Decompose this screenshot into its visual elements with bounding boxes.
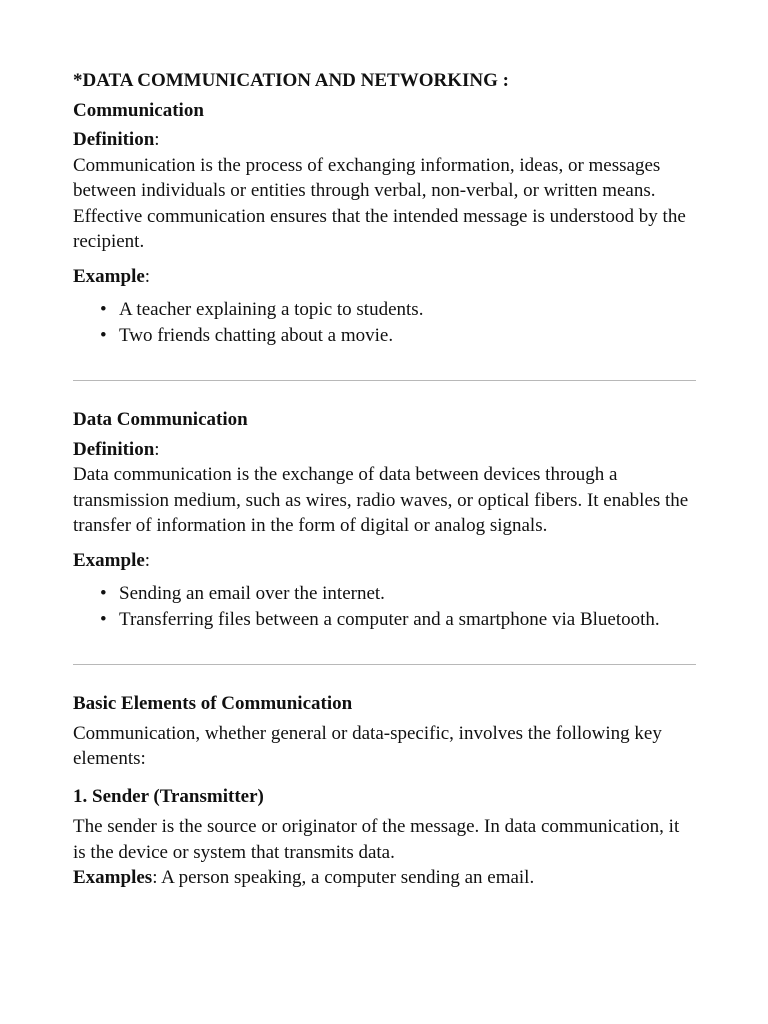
definition-label-text: Definition	[73, 129, 155, 150]
example-label-text: Example	[73, 265, 145, 287]
section-divider	[73, 380, 696, 381]
definition-paragraph: Data communication is the exchange of data between devices through a transmission medium, such as wires, radio waves, or optical fibers. It enables the transfer of information in the form of digital or analog signals.	[73, 464, 689, 536]
definition-colon: :	[154, 129, 160, 150]
example-list	[73, 581, 696, 632]
subheading-sender: 1. Sender (Transmitter)	[73, 785, 264, 807]
examples-text: : A person speaking, a computer sending an email.	[152, 867, 535, 888]
example-colon: :	[144, 549, 151, 571]
definition-label	[73, 437, 696, 463]
document-title: *DATA COMMUNICATION AND NETWORKING :	[73, 70, 509, 91]
section-heading-communication: Communication	[73, 99, 204, 121]
example-colon: :	[144, 265, 151, 287]
example-label-text: Example	[73, 549, 145, 571]
definition-colon: :	[154, 438, 160, 460]
list-item: • Transferring files between a computer and a smartphone via Bluetooth.	[119, 607, 696, 633]
example-list	[73, 297, 696, 348]
section-divider	[73, 664, 696, 665]
spacer	[73, 772, 696, 784]
definition-paragraph: Communication is the process of exchanging information, ideas, or messages between individuals or entities through verbal, non-verbal, or written means. Effective communication ensures that the intended message is understood by the recipient.	[73, 154, 686, 252]
section-heading-basic-elements: Basic Elements of Communication	[73, 693, 353, 714]
sender-examples	[73, 865, 696, 891]
definition-label-text: Definition	[73, 438, 155, 460]
sender-paragraph: The sender is the source or originator of the message. In data communication, it is the device or system that transmits data.	[73, 816, 680, 863]
definition-label	[73, 127, 696, 153]
section-heading-data-communication: Data Communication	[73, 409, 248, 430]
example-label	[73, 548, 696, 574]
list-item: • Two friends chatting about a movie.	[119, 323, 696, 349]
example-label	[73, 264, 696, 290]
list-item: • A teacher explaining a topic to students.	[119, 297, 696, 323]
intro-paragraph: Communication, whether general or data-specific, involves the following key elements:	[73, 722, 662, 769]
examples-label: Examples	[73, 867, 153, 888]
list-item: • Sending an email over the internet.	[119, 581, 696, 607]
